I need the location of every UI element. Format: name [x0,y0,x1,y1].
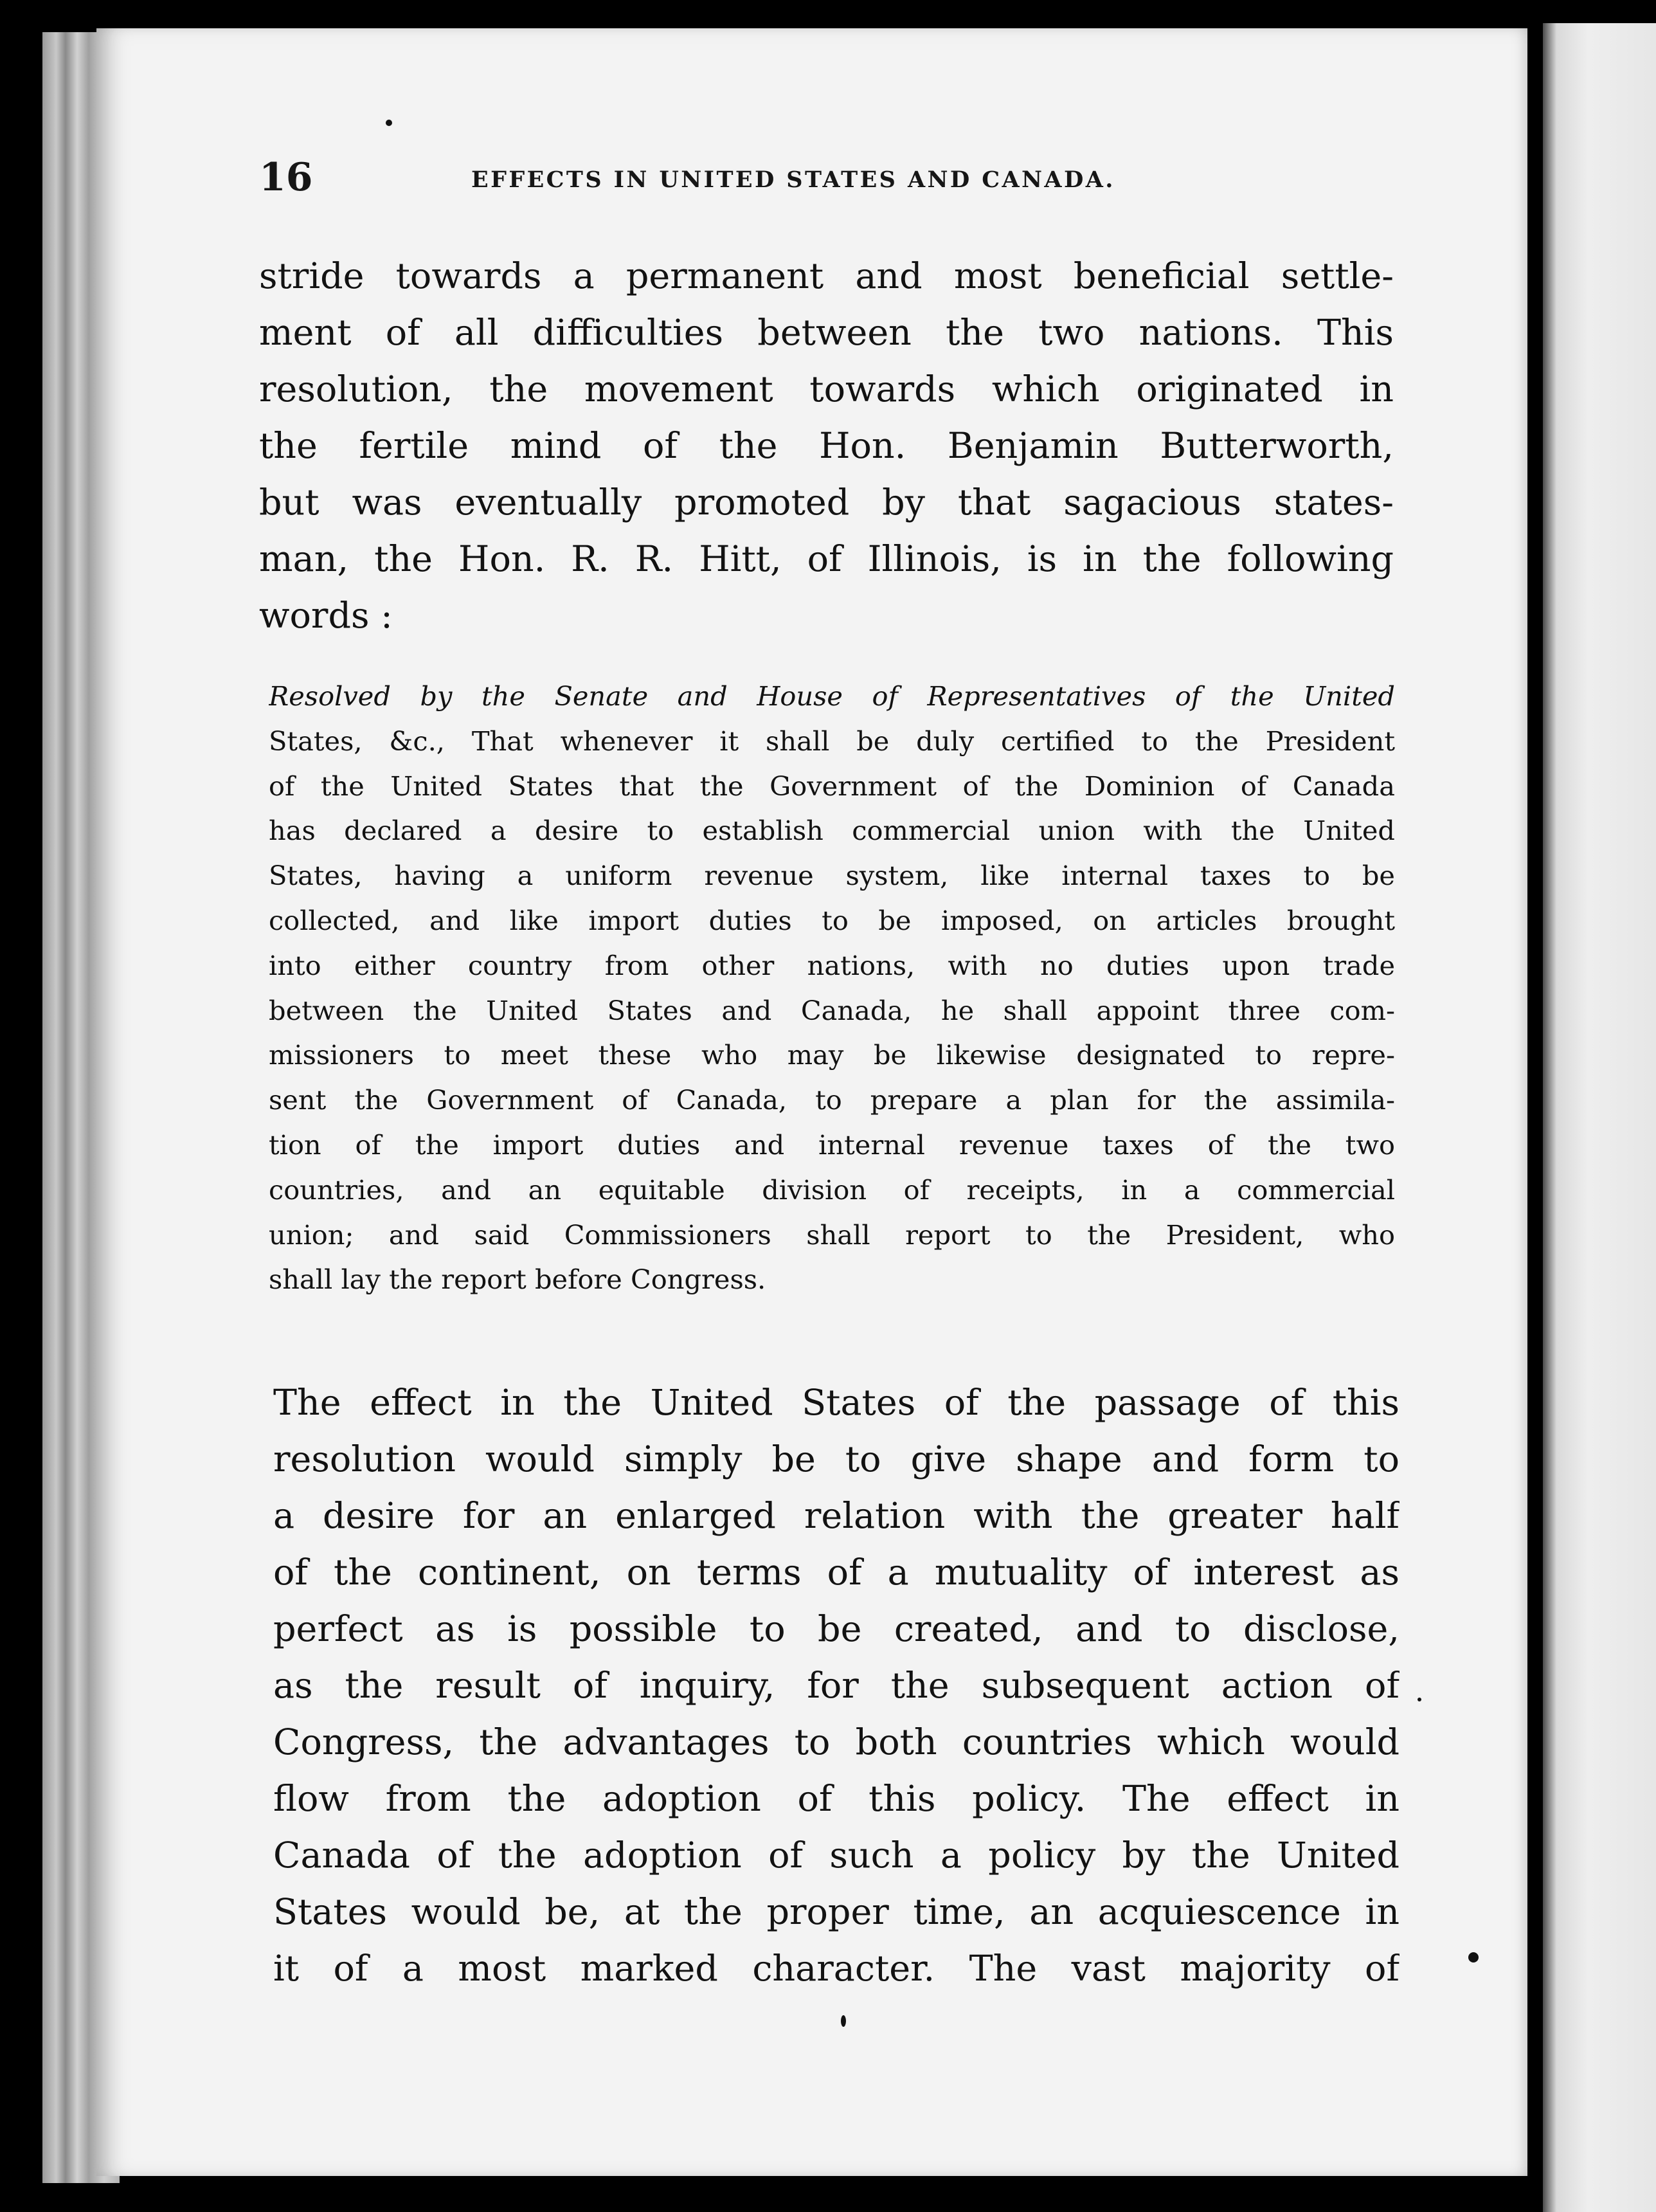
text-line: resolution, the movement towards which originated in [259,368,1394,410]
text-line: countries, and an equitable division of receipts, in a commercial [269,1174,1395,1206]
text-line: man, the Hon. R. R. Hitt, of Illinois, is in the following [259,538,1394,580]
text-line: resolution would simply be to give shape and form to [273,1438,1400,1480]
text-line: States, having a uniform revenue system, like internal taxes to be [269,860,1395,892]
page-number: 16 [259,155,313,200]
ink-speck [841,2015,846,2027]
text-line: collected, and like import duties to be imposed, on articles brought [269,904,1395,936]
text-line: but was eventually promoted by that sagacious states- [259,482,1394,523]
text-line: of the continent, on terms of a mutuality of interest as [273,1552,1400,1593]
text-line: between the United States and Canada, he shall appoint three com- [269,994,1395,1026]
text-line: Congress, the advantages to both countries which would [273,1721,1400,1763]
text-line: tion of the import duties and internal revenue taxes of the two [269,1129,1395,1161]
text-line: it of a most marked character. The vast majority of [273,1948,1400,1990]
ink-speck [386,120,392,126]
text-line: stride towards a permanent and most beneficial settle- [259,255,1394,297]
text-line: flow from the adoption of this policy. The effect in [273,1778,1400,1820]
text-line: has declared a desire to establish commercial union with the United [269,815,1395,847]
text-line: perfect as is possible to be created, and to disclose, [273,1608,1400,1650]
text-line: The effect in the United States of the passage of this [273,1382,1400,1424]
page-header [259,152,1178,203]
text-line: Canada of the adoption of such a policy by the United [273,1835,1400,1876]
text-line: as the result of inquiry, for the subsequent action of [273,1665,1400,1707]
text-line: shall lay the report before Congress. [269,1264,766,1296]
resolution-quote [269,674,1395,1302]
text-line: the fertile mind of the Hon. Benjamin Butterworth, [259,425,1394,467]
text-line: of the United States that the Government of the Dominion of Canada [269,770,1395,802]
text-line: into either country from other nations, with no duties upon trade [269,949,1395,981]
text-line: States would be, at the proper time, an acquiescence in [273,1891,1400,1933]
body-paragraph-2 [273,1375,1400,1997]
adjacent-page-edge [1543,23,1656,2212]
text-line: States, &c., That whenever it shall be duly certified to the President [269,725,1395,757]
text-line: words : [259,595,393,637]
text-line: a desire for an enlarged relation with the greater half [273,1495,1400,1537]
ink-speck [1468,1952,1479,1963]
text-line: sent the Government of Canada, to prepare a plan for the assimila- [269,1084,1395,1116]
running-head: EFFECTS IN UNITED STATES AND CANADA. [471,167,1115,193]
text-line: ment of all difficulties between the two nations. This [259,312,1394,354]
text-line: union; and said Commissioners shall report to the President, who [269,1219,1395,1251]
text-line: missioners to meet these who may be likewise designated to repre- [269,1039,1395,1071]
body-paragraph-1 [259,248,1394,644]
resolution-lead-line: Resolved by the Senate and House of Representatives of the United [269,680,1395,712]
ink-speck [1418,1698,1421,1701]
